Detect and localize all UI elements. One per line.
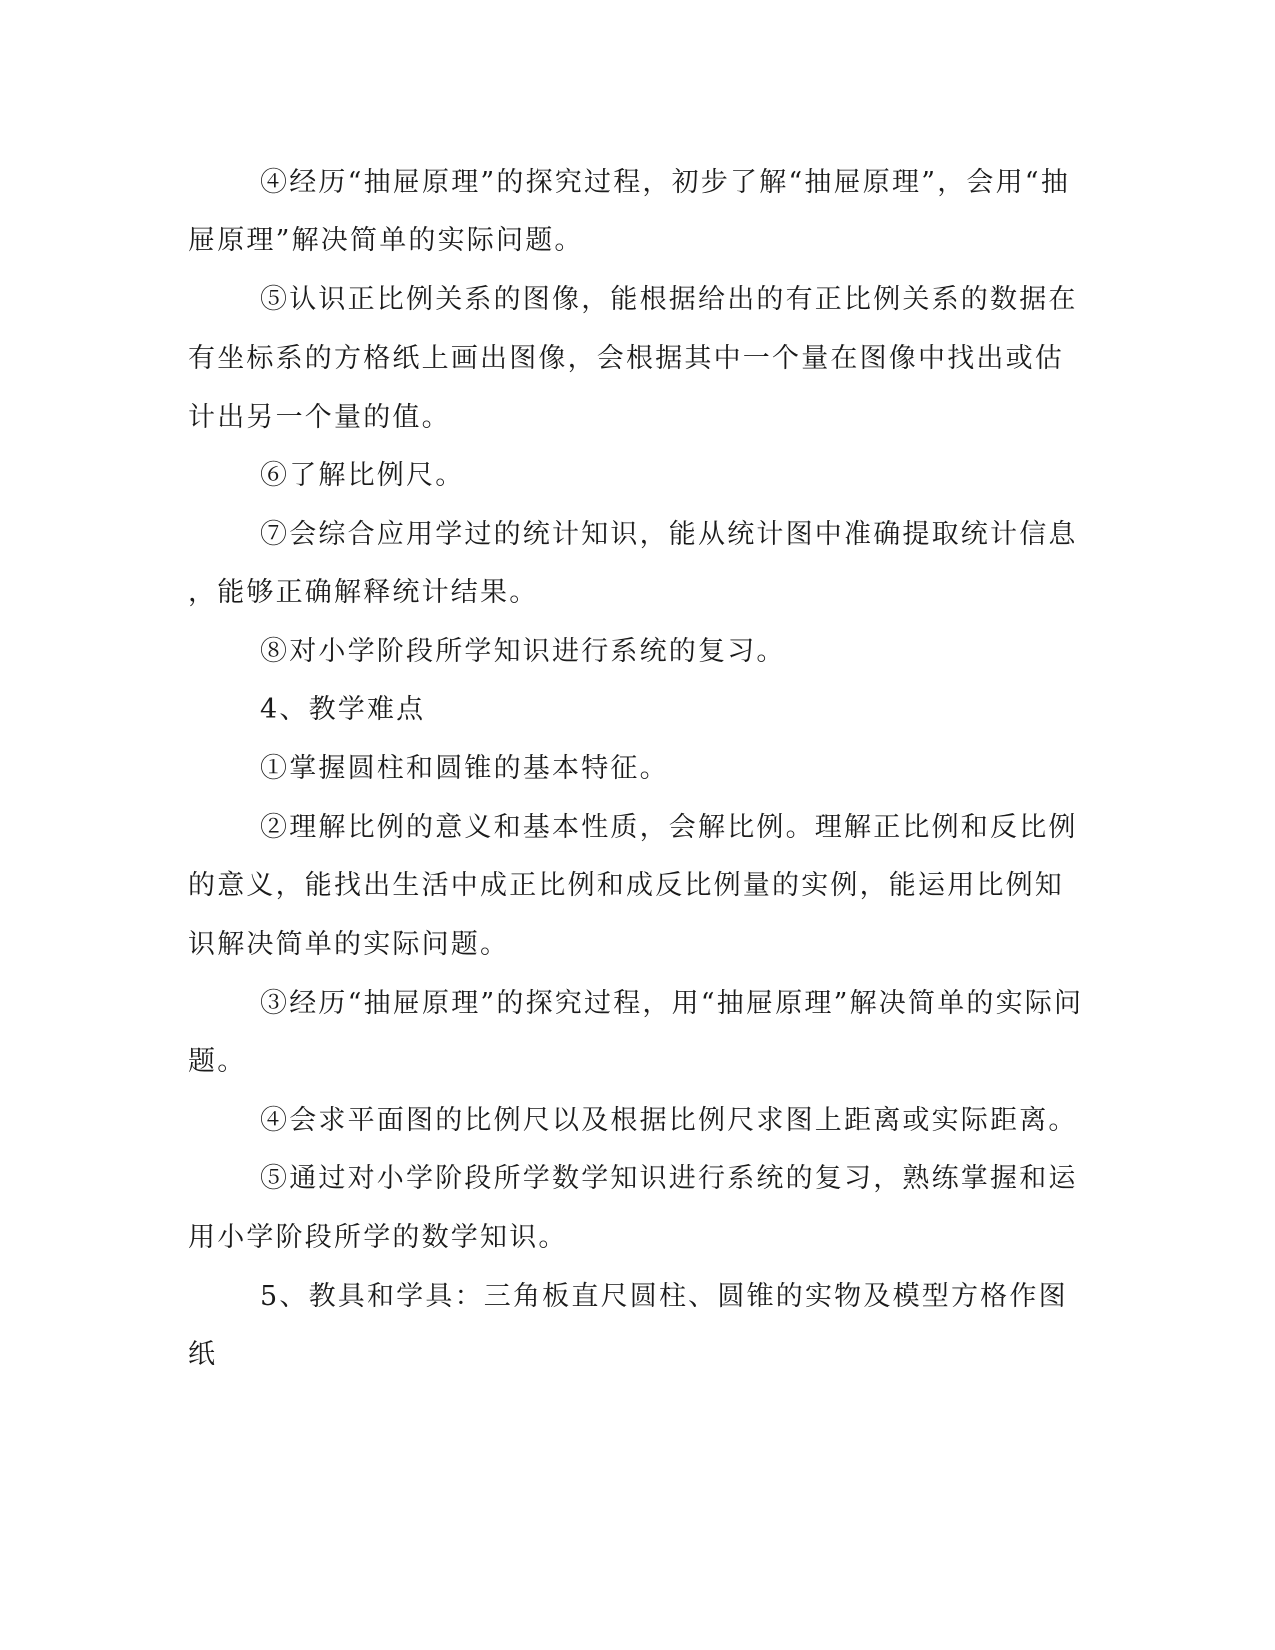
text-line: ④会求平面图的比例尺以及根据比例尺求图上距离或实际距离。 (260, 1105, 1078, 1136)
text-line: ④经历“抽屉原理”的探究过程，初步了解“抽屉原理”，会用“抽 (260, 167, 1071, 198)
section-heading: 5、教具和学具：三角板直尺圆柱、圆锥的实物及模型方格作图 (260, 1281, 1068, 1312)
text-line: ②理解比例的意义和基本性质，会解比例。理解正比例和反比例 (260, 812, 1078, 843)
text-line: ⑦会综合应用学过的统计知识，能从统计图中准确提取统计信息 (260, 519, 1078, 550)
text-line: ，能够正确解释统计结果。 (188, 577, 539, 608)
text-line: ⑤认识正比例关系的图像，能根据给出的有正比例关系的数据在 (260, 284, 1078, 315)
text-line: ①掌握圆柱和圆锥的基本特征。 (260, 753, 669, 784)
text-line: 用小学阶段所学的数学知识。 (188, 1222, 568, 1253)
text-line: 题。 (188, 1046, 247, 1077)
text-line: ③经历“抽屉原理”的探究过程，用“抽屉原理”解决简单的实际问 (260, 988, 1084, 1019)
text-line: 的意义，能找出生活中成正比例和成反比例量的实例，能运用比例知 (188, 870, 1064, 901)
text-line: 有坐标系的方格纸上画出图像，会根据其中一个量在图像中找出或估 (188, 343, 1064, 374)
text-line: ⑧对小学阶段所学知识进行系统的复习。 (260, 636, 786, 667)
text-line: ⑥了解比例尺。 (260, 460, 465, 491)
text-line: 纸 (188, 1339, 218, 1370)
text-line: 屉原理”解决简单的实际问题。 (188, 225, 584, 256)
section-heading: 4、教学难点 (260, 694, 426, 725)
text-line: 计出另一个量的值。 (188, 402, 451, 433)
text-line: 识解决简单的实际问题。 (188, 929, 510, 960)
text-line: ⑤通过对小学阶段所学数学知识进行系统的复习，熟练掌握和运 (260, 1163, 1078, 1194)
